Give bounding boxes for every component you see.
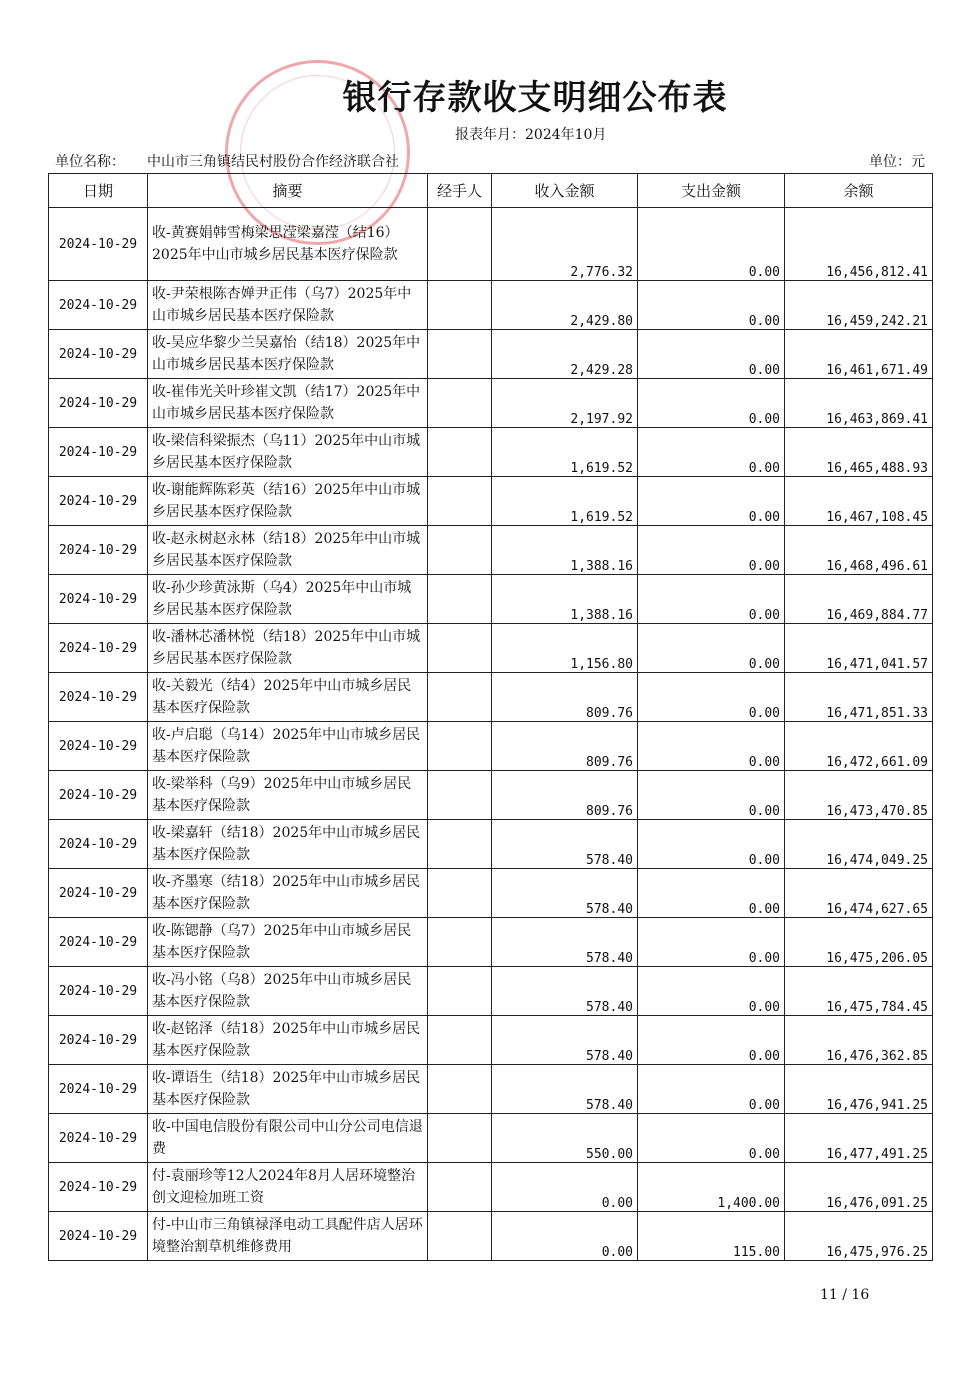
row-date: 2024-10-29 xyxy=(49,208,148,281)
table-row xyxy=(49,1016,933,1065)
row-summary: 收-梁信科梁振杰（乌11）2025年中山市城乡居民基本医疗保险款 xyxy=(148,428,428,477)
row-handler xyxy=(428,820,492,869)
row-balance: 16,465,488.93 xyxy=(785,428,933,477)
row-income: 578.40 xyxy=(492,820,638,869)
table-row xyxy=(49,575,933,624)
row-handler xyxy=(428,281,492,330)
row-expense: 0.00 xyxy=(638,722,785,771)
row-summary: 收-齐墨寒（结18）2025年中山市城乡居民基本医疗保险款 xyxy=(148,869,428,918)
row-expense: 0.00 xyxy=(638,477,785,526)
row-expense: 0.00 xyxy=(638,1016,785,1065)
table-row xyxy=(49,918,933,967)
row-summary: 收-陈锶静（乌7）2025年中山市城乡居民基本医疗保险款 xyxy=(148,918,428,967)
table-row xyxy=(49,379,933,428)
row-balance: 16,476,091.25 xyxy=(785,1163,933,1212)
row-expense: 0.00 xyxy=(638,1065,785,1114)
row-summary: 收-冯小铭（乌8）2025年中山市城乡居民基本医疗保险款 xyxy=(148,967,428,1016)
row-summary: 收-梁举科（乌9）2025年中山市城乡居民基本医疗保险款 xyxy=(148,771,428,820)
row-date: 2024-10-29 xyxy=(49,575,148,624)
row-balance: 16,476,941.25 xyxy=(785,1065,933,1114)
row-date: 2024-10-29 xyxy=(49,820,148,869)
row-summary: 收-梁嘉轩（结18）2025年中山市城乡居民基本医疗保险款 xyxy=(148,820,428,869)
row-expense: 0.00 xyxy=(638,526,785,575)
row-summary: 收-黄赛娟韩雪梅梁思滢梁嘉滢（结16）2025年中山市城乡居民基本医疗保险款 xyxy=(148,208,428,281)
row-expense: 0.00 xyxy=(638,918,785,967)
table-row xyxy=(49,281,933,330)
row-handler xyxy=(428,673,492,722)
row-expense: 115.00 xyxy=(638,1212,785,1261)
row-date: 2024-10-29 xyxy=(49,967,148,1016)
currency-unit: 单位：元 xyxy=(869,154,925,170)
row-expense: 0.00 xyxy=(638,575,785,624)
table-row xyxy=(49,722,933,771)
row-balance: 16,461,671.49 xyxy=(785,330,933,379)
col-header-date: 日期 xyxy=(49,174,148,208)
row-handler xyxy=(428,428,492,477)
row-expense: 0.00 xyxy=(638,771,785,820)
table-header-row xyxy=(49,174,933,208)
table-row xyxy=(49,967,933,1016)
row-income: 1,619.52 xyxy=(492,428,638,477)
row-date: 2024-10-29 xyxy=(49,1163,148,1212)
row-date: 2024-10-29 xyxy=(49,330,148,379)
table-row xyxy=(49,1212,933,1261)
table-row xyxy=(49,330,933,379)
row-income: 0.00 xyxy=(492,1163,638,1212)
table-row xyxy=(49,1114,933,1163)
row-income: 2,429.80 xyxy=(492,281,638,330)
row-balance: 16,456,812.41 xyxy=(785,208,933,281)
row-date: 2024-10-29 xyxy=(49,624,148,673)
row-income: 809.76 xyxy=(492,673,638,722)
row-income: 809.76 xyxy=(492,722,638,771)
row-income: 578.40 xyxy=(492,918,638,967)
row-expense: 0.00 xyxy=(638,673,785,722)
col-header-summary: 摘要 xyxy=(148,174,428,208)
row-date: 2024-10-29 xyxy=(49,722,148,771)
row-summary: 收-谢能辉陈彩英（结16）2025年中山市城乡居民基本医疗保险款 xyxy=(148,477,428,526)
row-income: 550.00 xyxy=(492,1114,638,1163)
row-date: 2024-10-29 xyxy=(49,428,148,477)
row-balance: 16,471,041.57 xyxy=(785,624,933,673)
row-balance: 16,467,108.45 xyxy=(785,477,933,526)
unit-name-label: 单位名称： xyxy=(55,154,125,170)
row-summary: 收-谭语生（结18）2025年中山市城乡居民基本医疗保险款 xyxy=(148,1065,428,1114)
page-title: 银行存款收支明细公布表 xyxy=(342,78,728,118)
row-handler xyxy=(428,1114,492,1163)
row-balance: 16,474,627.65 xyxy=(785,869,933,918)
row-income: 1,388.16 xyxy=(492,526,638,575)
row-date: 2024-10-29 xyxy=(49,869,148,918)
row-handler xyxy=(428,379,492,428)
row-handler xyxy=(428,1163,492,1212)
row-balance: 16,459,242.21 xyxy=(785,281,933,330)
row-income: 1,156.80 xyxy=(492,624,638,673)
table-row xyxy=(49,869,933,918)
table-row xyxy=(49,1065,933,1114)
row-handler xyxy=(428,1016,492,1065)
row-expense: 0.00 xyxy=(638,967,785,1016)
row-expense: 0.00 xyxy=(638,820,785,869)
row-date: 2024-10-29 xyxy=(49,477,148,526)
row-balance: 16,473,470.85 xyxy=(785,771,933,820)
row-income: 578.40 xyxy=(492,869,638,918)
row-expense: 0.00 xyxy=(638,330,785,379)
row-date: 2024-10-29 xyxy=(49,1016,148,1065)
row-income: 2,197.92 xyxy=(492,379,638,428)
row-summary: 收-赵铭泽（结18）2025年中山市城乡居民基本医疗保险款 xyxy=(148,1016,428,1065)
row-summary: 收-吴应华黎少兰吴嘉怡（结18）2025年中山市城乡居民基本医疗保险款 xyxy=(148,330,428,379)
row-handler xyxy=(428,869,492,918)
row-date: 2024-10-29 xyxy=(49,1114,148,1163)
row-handler xyxy=(428,575,492,624)
row-balance: 16,471,851.33 xyxy=(785,673,933,722)
row-balance: 16,469,884.77 xyxy=(785,575,933,624)
report-period: 报表年月：2024年10月 xyxy=(455,127,607,143)
table-row xyxy=(49,624,933,673)
row-expense: 0.00 xyxy=(638,208,785,281)
row-income: 1,388.16 xyxy=(492,575,638,624)
col-header-handler: 经手人 xyxy=(428,174,492,208)
row-balance: 16,475,976.25 xyxy=(785,1212,933,1261)
row-date: 2024-10-29 xyxy=(49,1212,148,1261)
ledger-body xyxy=(49,208,933,1261)
table-row xyxy=(49,673,933,722)
row-summary: 收-孙少珍黄泳斯（乌4）2025年中山市城乡居民基本医疗保险款 xyxy=(148,575,428,624)
row-handler xyxy=(428,330,492,379)
table-row xyxy=(49,208,933,281)
row-date: 2024-10-29 xyxy=(49,673,148,722)
row-handler xyxy=(428,624,492,673)
table-row xyxy=(49,428,933,477)
row-balance: 16,463,869.41 xyxy=(785,379,933,428)
row-handler xyxy=(428,477,492,526)
table-row xyxy=(49,477,933,526)
row-handler xyxy=(428,1212,492,1261)
row-summary: 付-中山市三角镇禄泽电动工具配件店人居环境整治割草机维修费用 xyxy=(148,1212,428,1261)
row-balance: 16,472,661.09 xyxy=(785,722,933,771)
row-expense: 0.00 xyxy=(638,1114,785,1163)
row-income: 1,619.52 xyxy=(492,477,638,526)
row-date: 2024-10-29 xyxy=(49,1065,148,1114)
col-header-income: 收入金额 xyxy=(492,174,638,208)
row-handler xyxy=(428,967,492,1016)
row-balance: 16,475,206.05 xyxy=(785,918,933,967)
row-expense: 0.00 xyxy=(638,624,785,673)
row-balance: 16,477,491.25 xyxy=(785,1114,933,1163)
row-income: 2,429.28 xyxy=(492,330,638,379)
row-handler xyxy=(428,208,492,281)
row-date: 2024-10-29 xyxy=(49,281,148,330)
row-income: 578.40 xyxy=(492,1065,638,1114)
table-row xyxy=(49,526,933,575)
row-summary: 收-尹荣根陈杏婵尹正伟（乌7）2025年中山市城乡居民基本医疗保险款 xyxy=(148,281,428,330)
unit-name-value: 中山市三角镇结民村股份合作经济联合社 xyxy=(147,154,399,170)
row-summary: 付-袁丽珍等12人2024年8月人居环境整治创文迎检加班工资 xyxy=(148,1163,428,1212)
row-handler xyxy=(428,918,492,967)
row-handler xyxy=(428,771,492,820)
row-expense: 0.00 xyxy=(638,869,785,918)
row-date: 2024-10-29 xyxy=(49,918,148,967)
row-summary: 收-崔伟光关叶珍崔文凯（结17）2025年中山市城乡居民基本医疗保险款 xyxy=(148,379,428,428)
row-handler xyxy=(428,1065,492,1114)
row-expense: 0.00 xyxy=(638,428,785,477)
ledger-table xyxy=(48,173,933,1261)
table-row xyxy=(49,1163,933,1212)
row-handler xyxy=(428,526,492,575)
row-date: 2024-10-29 xyxy=(49,771,148,820)
row-date: 2024-10-29 xyxy=(49,379,148,428)
row-income: 0.00 xyxy=(492,1212,638,1261)
table-row xyxy=(49,820,933,869)
row-income: 2,776.32 xyxy=(492,208,638,281)
row-balance: 16,476,362.85 xyxy=(785,1016,933,1065)
row-expense: 0.00 xyxy=(638,379,785,428)
row-expense: 1,400.00 xyxy=(638,1163,785,1212)
table-row xyxy=(49,771,933,820)
row-summary: 收-关毅光（结4）2025年中山市城乡居民基本医疗保险款 xyxy=(148,673,428,722)
col-header-expense: 支出金额 xyxy=(638,174,785,208)
row-income: 578.40 xyxy=(492,1016,638,1065)
row-balance: 16,468,496.61 xyxy=(785,526,933,575)
row-summary: 收-潘林芯潘林悦（结18）2025年中山市城乡居民基本医疗保险款 xyxy=(148,624,428,673)
row-summary: 收-卢启聪（乌14）2025年中山市城乡居民基本医疗保险款 xyxy=(148,722,428,771)
row-summary: 收-赵永树赵永林（结18）2025年中山市城乡居民基本医疗保险款 xyxy=(148,526,428,575)
row-date: 2024-10-29 xyxy=(49,526,148,575)
row-summary: 收-中国电信股份有限公司中山分公司电信退费 xyxy=(148,1114,428,1163)
row-expense: 0.00 xyxy=(638,281,785,330)
row-balance: 16,474,049.25 xyxy=(785,820,933,869)
row-income: 809.76 xyxy=(492,771,638,820)
row-balance: 16,475,784.45 xyxy=(785,967,933,1016)
row-handler xyxy=(428,722,492,771)
row-income: 578.40 xyxy=(492,967,638,1016)
page-number: 11 / 16 xyxy=(820,1287,870,1303)
col-header-balance: 余额 xyxy=(785,174,933,208)
